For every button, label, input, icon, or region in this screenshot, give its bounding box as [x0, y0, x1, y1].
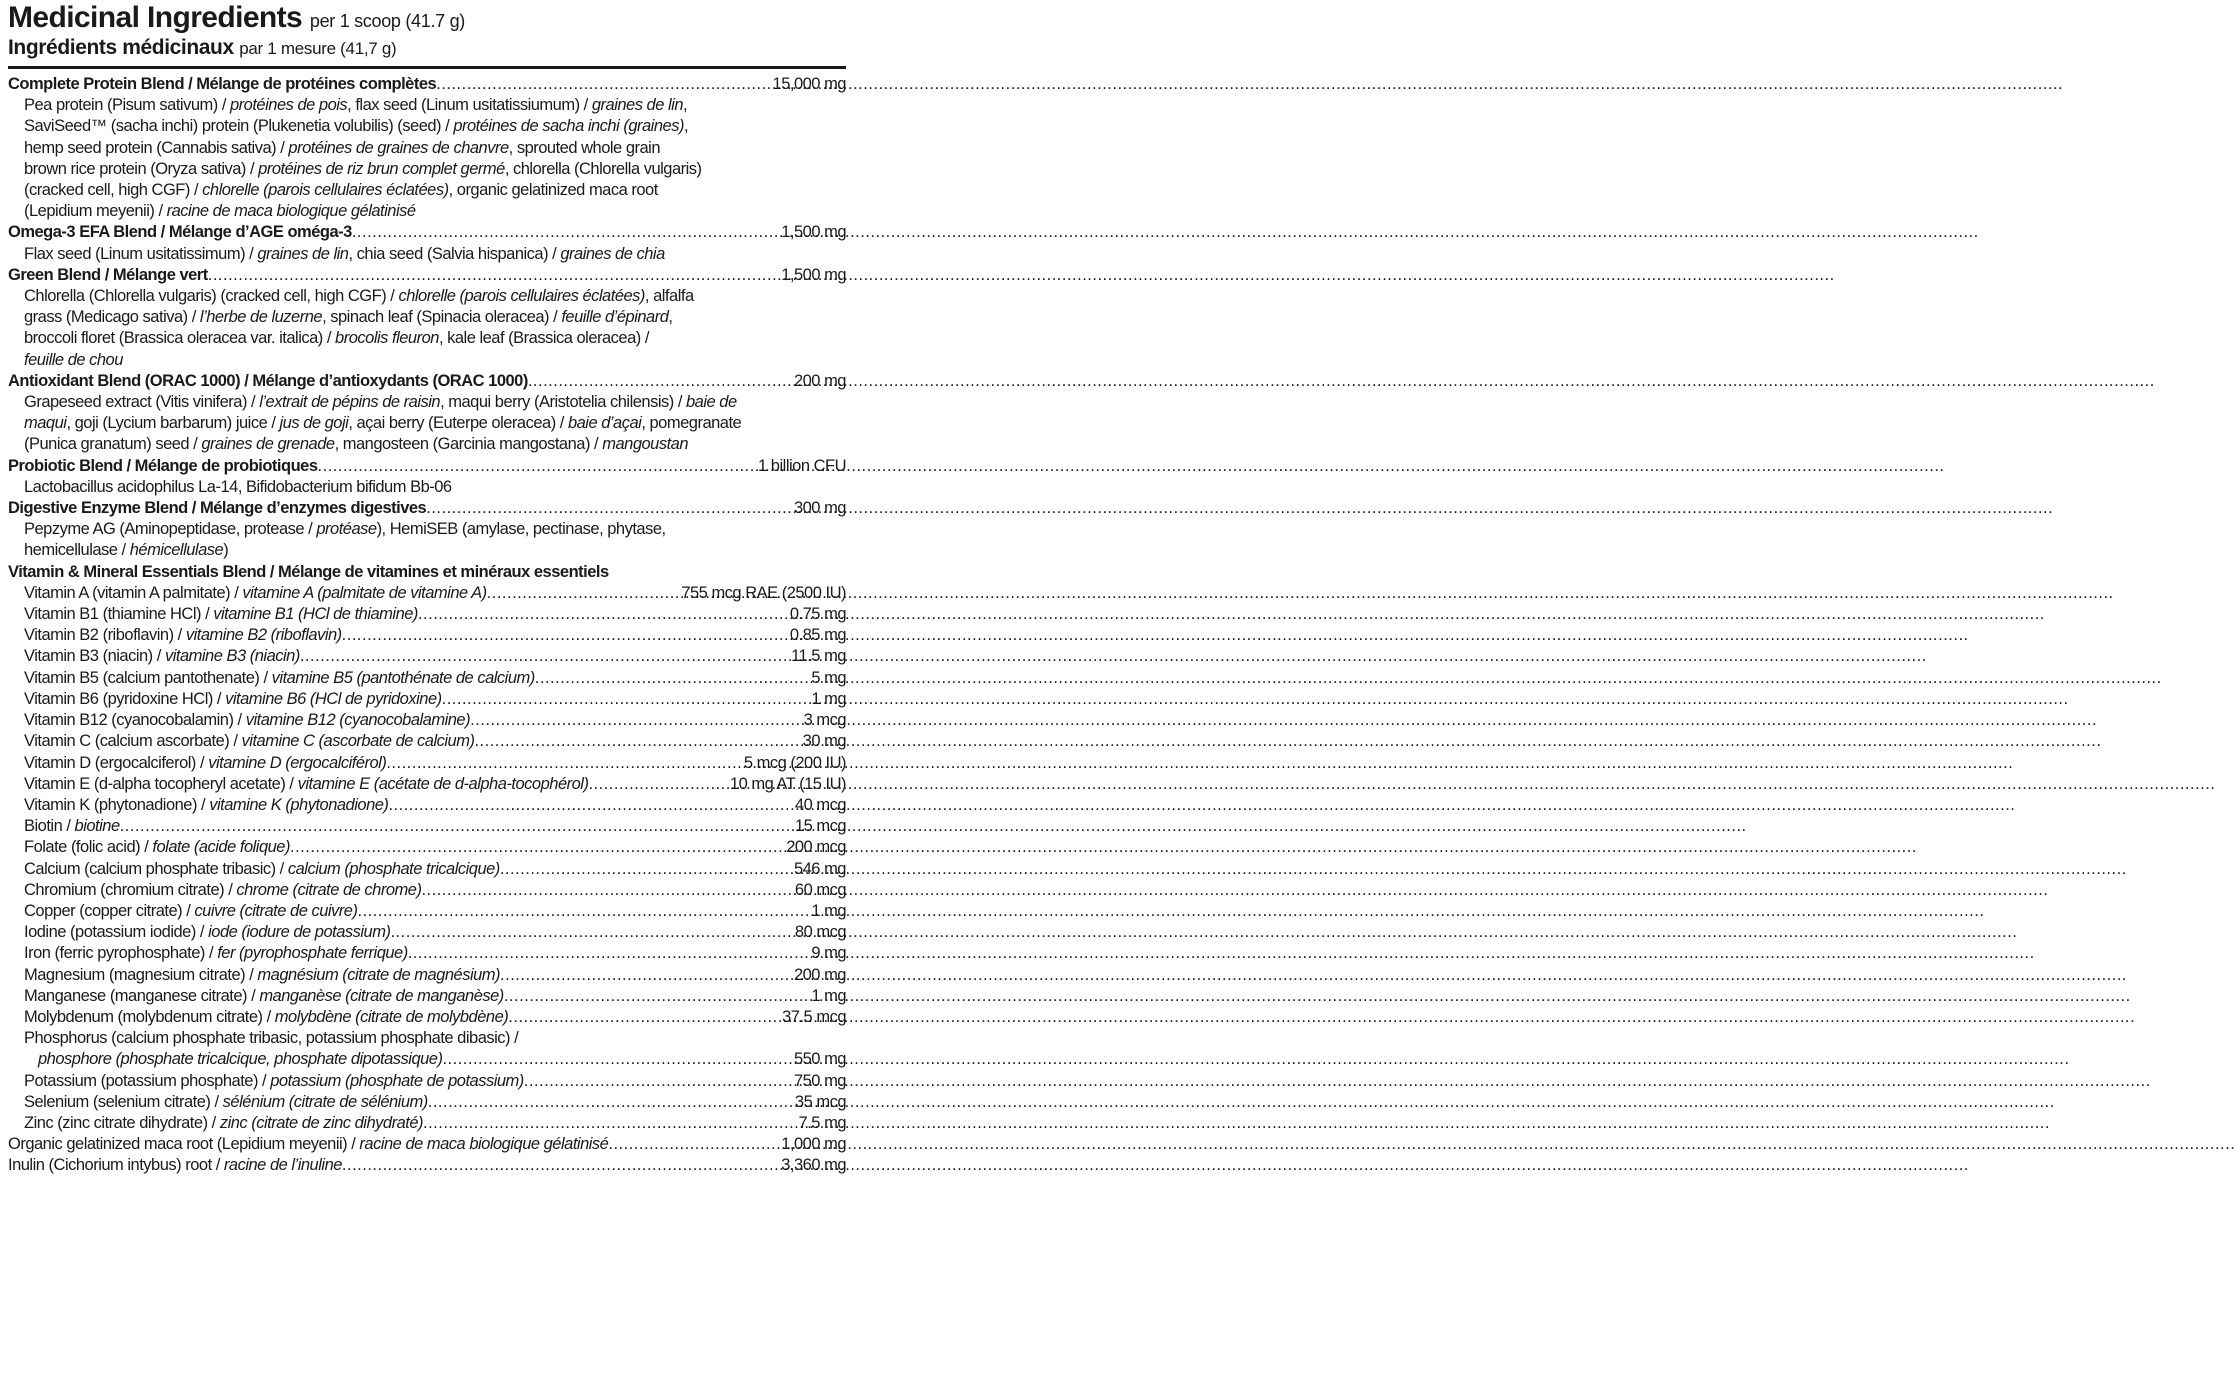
ingredient-label: [8, 1134, 608, 1155]
english-name: , mangosteen (Garcinia mangostana) /: [334, 435, 603, 454]
ingredient-en: Molybdenum (molybdenum citrate) /: [24, 1007, 275, 1026]
ingredient-amount: 5 mcg (200 IU): [743, 753, 846, 772]
vitamin-row: [8, 753, 846, 774]
ingredient-fr: manganèse (citrate de manganèse): [259, 986, 504, 1005]
final-ingredient-row: [8, 1134, 846, 1155]
blend-description-line: [8, 413, 846, 434]
vitamin-row: [8, 859, 846, 880]
blend-amount: 1,500 mg: [781, 265, 846, 284]
vitamin-row: [8, 604, 846, 625]
leader-dots: [357, 901, 809, 922]
blend-amount: 15,000 mg: [772, 75, 846, 93]
vitamin-row: [8, 795, 846, 816]
ingredient-en: Zinc (zinc citrate dihydrate) /: [24, 1113, 220, 1132]
leader-dots: [442, 1049, 791, 1070]
blend-heading: [8, 74, 846, 95]
ingredient-en: Vitamin B5 (calcium pantothenate) /: [24, 668, 272, 687]
english-name: , maqui berry (Aristotelia chilensis) /: [440, 393, 686, 412]
ingredient-fr: vitamine B5 (pantothénate de calcium): [271, 668, 535, 687]
vitamin-row: [8, 986, 846, 1007]
blend-description-line: [8, 392, 846, 413]
vitamin-row: [8, 922, 846, 943]
vitamin-row: [8, 1092, 846, 1113]
serving-fr: par 1 mesure (41,7 g): [239, 39, 397, 58]
blend-description-line: [8, 307, 846, 328]
ingredient-en: Vitamin A (vitamin A palmitate) /: [24, 583, 243, 602]
ingredient-fr: fer (pyrophosphate ferrique): [217, 944, 408, 963]
vitamin-mineral-section: [8, 562, 846, 1134]
french-name: baie de: [686, 393, 737, 412]
french-name: feuille d’épinard: [561, 308, 669, 327]
leader-dots: [504, 986, 810, 1007]
english-name: , açai berry (Euterpe oleracea) /: [348, 414, 568, 433]
vitamin-row: [8, 880, 846, 901]
vitamin-row: [8, 1071, 846, 1092]
ingredient-amount: 1 mg: [811, 986, 846, 1005]
blend-amount: 1,500 mg: [781, 223, 846, 242]
ingredient-fr: racine de maca biologique gélatinisé: [359, 1135, 609, 1154]
ingredient-label: [24, 583, 487, 604]
ingredient-en: Vitamin D (ergocalciferol) /: [24, 753, 209, 772]
ingredient-label: [24, 646, 300, 667]
english-name: broccoli floret (Brassica oleracea var. italica) /: [24, 329, 336, 348]
ingredient-amount: 80 mcg: [794, 923, 846, 942]
blend-list: [8, 74, 846, 562]
ingredient-label: [24, 901, 357, 922]
ingredient-label: [24, 1071, 524, 1092]
leader-dots: [342, 1155, 779, 1176]
ingredient-label: [24, 922, 390, 943]
blend-description-line: [8, 434, 846, 455]
leader-dots: [442, 689, 810, 710]
blend-description-line: [8, 328, 846, 349]
french-name: chlorelle (parois cellulaires éclatées): [202, 181, 449, 200]
leader-dots: [290, 837, 784, 858]
ingredient-fr: vitamine B3 (niacin): [164, 647, 300, 666]
ingredient-fr: folate (acide folique): [152, 838, 290, 857]
ingredient-fr: vitamine A (palmitate de vitamine A): [242, 583, 487, 602]
blend-amount: 300 mg: [793, 499, 846, 518]
blend-name: Digestive Enzyme Blend / Mélange d’enzymes digestives: [8, 499, 427, 518]
ingredient-amount: 5 mg: [811, 668, 846, 687]
ingredient-en: Iodine (potassium iodide) /: [24, 923, 209, 942]
ingredient-label: [24, 1113, 423, 1134]
blend-heading: [8, 456, 846, 477]
ingredient-amount: 10 mg AT (15 IU): [729, 774, 846, 793]
english-name: grass (Medicago sativa) /: [24, 308, 200, 327]
leader-dots: [342, 625, 788, 646]
ingredient-amount: 750 mg: [793, 1071, 846, 1090]
ingredient-fr: magnésium (citrate de magnésium): [257, 965, 501, 984]
ingredient-fr: vitamine B6 (HCl de pyridoxine): [225, 689, 442, 708]
leader-dots: [608, 1134, 779, 1155]
french-name: protéines de sacha inchi (graines): [453, 117, 684, 136]
leader-dots: [535, 668, 810, 689]
ingredient-fr: vitamine K (phytonadione): [209, 795, 389, 814]
vitamin-row: [8, 816, 846, 837]
blend-description-line: [8, 159, 846, 180]
blend-description-line: [8, 244, 846, 265]
french-name: protéines de pois: [230, 96, 348, 115]
blend-description-line: [8, 201, 846, 222]
vitamin-item-list-continued: [8, 1071, 846, 1135]
ingredient-amount: 546 mg: [793, 859, 846, 878]
ingredients-label: [0, 0, 854, 1382]
ingredient-label: [24, 816, 120, 837]
ingredient-en: Iron (ferric pyrophosphate) /: [24, 944, 218, 963]
ingredient-amount: 1 mg: [811, 689, 846, 708]
ingredient-amount: 60 mcg: [794, 880, 846, 899]
french-name: graines de lin: [257, 244, 349, 263]
final-ingredients: [8, 1134, 846, 1176]
leader-dots: [474, 731, 800, 752]
ingredient-amount: 200 mg: [793, 965, 846, 984]
ingredient-en: Copper (copper citrate) /: [24, 901, 195, 920]
ingredient-en: Vitamin C (calcium ascorbate) /: [24, 732, 242, 751]
ingredient-fr: vitamine C (ascorbate de calcium): [241, 732, 475, 751]
ingredient-fr: vitamine B1 (HCl de thiamine): [213, 605, 418, 624]
english-name: brown rice protein (Oryza sativa) /: [24, 159, 259, 178]
ingredient-label: [24, 943, 408, 964]
ingredient-en: Potassium (potassium phosphate) /: [24, 1071, 271, 1090]
english-name: (Punica granatum) seed /: [24, 435, 202, 454]
ingredient-amount: 1,000 mg: [781, 1135, 846, 1154]
ingredient-fr: vitamine B12 (cyanocobalamine): [245, 711, 471, 730]
ingredient-en: Vitamin B12 (cyanocobalamin) /: [24, 711, 246, 730]
phosphorus-fr: phosphore (phosphate tricalcique, phosphate dipotassique): [38, 1050, 443, 1069]
leader-dots: [120, 816, 793, 837]
english-name: , kale leaf (Brassica oleracea) /: [438, 329, 649, 348]
leader-dots: [428, 1092, 793, 1113]
final-ingredient-row: [8, 1155, 846, 1176]
title-fr: Ingrédients médicinaux: [8, 36, 234, 59]
ingredient-amount: 35 mcg: [794, 1092, 846, 1111]
ingredient-en: Calcium (calcium phosphate tribasic) /: [24, 859, 288, 878]
ingredient-fr: vitamine B2 (riboflavin): [185, 626, 342, 645]
blend-heading: [8, 498, 846, 519]
english-name: ,: [683, 117, 689, 136]
french-name: protéines de graines de chanvre: [288, 138, 509, 157]
french-name: protéines de riz brun complet germé: [258, 159, 505, 178]
ingredient-amount: 7.5 mg: [798, 1113, 846, 1132]
ingredient-en: Inulin (Cichorium intybus) root /: [8, 1156, 224, 1175]
vitamin-row: [8, 1113, 846, 1134]
blend-description-line: [8, 138, 846, 159]
blend-name: Complete Protein Blend / Mélange de protéines complètes: [8, 75, 437, 93]
english-name: (Lepidium meyenii) /: [24, 202, 167, 221]
english-name: ,: [683, 96, 688, 115]
blend-name: Omega-3 EFA Blend / Mélange d’AGE oméga-3: [8, 223, 352, 242]
french-name: l’extrait de pépins de raisin: [259, 393, 441, 412]
leader-dots: [426, 498, 792, 519]
english-name: SaviSeed™ (sacha inchi) protein (Plukenetia volubilis) (seed) /: [24, 117, 454, 136]
vitamin-row: [8, 689, 846, 710]
blend-description-line: [8, 180, 846, 201]
vitamin-row: [8, 901, 846, 922]
ingredient-amount: 30 mg: [802, 732, 846, 751]
ingredient-amount: 0.75 mg: [789, 605, 846, 624]
french-name: graines de chia: [560, 244, 665, 263]
ingredient-amount: 11.5 mg: [791, 647, 846, 666]
leader-dots: [508, 1007, 780, 1028]
ingredient-amount: 37.5 mcg: [782, 1007, 846, 1026]
french-name: feuille de chou: [24, 350, 123, 369]
ingredient-amount: 0.85 mg: [789, 626, 846, 645]
blend-amount: 200 mg: [793, 371, 846, 390]
ingredient-amount: 9 mg: [811, 944, 846, 963]
vitamin-row: [8, 965, 846, 986]
french-name: racine de maca biologique gélatinisé: [166, 202, 416, 221]
leader-dots: [208, 265, 779, 286]
english-name: , flax seed (Linum usitatissiumum) /: [347, 96, 592, 115]
vitamin-row: [8, 774, 846, 795]
ingredient-en: Vitamin B6 (pyridoxine HCl) /: [24, 689, 226, 708]
ingredient-label: [24, 859, 500, 880]
phosphorus-line-1: Phosphorus (calcium phosphate tribasic, potassium phosphate dibasic) /: [24, 1029, 519, 1048]
leader-dots: [390, 922, 792, 943]
ingredient-en: Organic gelatinized maca root (Lepidium meyenii) /: [8, 1135, 360, 1154]
blend-name: Green Blend / Mélange vert: [8, 265, 208, 284]
ingredient-fr: molybdène (citrate de molybdène): [274, 1007, 509, 1026]
english-name: Pepzyme AG (Aminopeptidase, protease /: [24, 520, 317, 539]
ingredient-amount: 40 mcg: [794, 795, 846, 814]
english-name: ,: [668, 308, 673, 327]
ingredient-fr: vitamine E (acétate de d-alpha-tocophérol): [297, 774, 589, 793]
blend-description-line: [8, 540, 846, 561]
blend-description-line: [8, 95, 846, 116]
blend-heading: [8, 222, 846, 243]
french-name: l’herbe de luzerne: [199, 308, 323, 327]
vitamin-row: [8, 943, 846, 964]
ingredient-label: [24, 731, 474, 752]
ingredient-label: [24, 604, 418, 625]
vitamin-row: [8, 731, 846, 752]
french-name: brocolis fleuron: [335, 329, 439, 348]
ingredient-label: [24, 837, 290, 858]
blend-description-line: [8, 116, 846, 137]
english-name: Pea protein (Pisum sativum) /: [24, 96, 230, 115]
vitamin-row: [8, 625, 846, 646]
french-name: maqui: [24, 414, 67, 433]
blend-name: Probiotic Blend / Mélange de probiotiques: [8, 456, 318, 475]
ingredient-label: [8, 1155, 342, 1176]
phosphorus-amount: 550 mg: [793, 1050, 846, 1069]
french-name: baie d’açai: [567, 414, 642, 433]
ingredient-label: [24, 986, 504, 1007]
english-name: Lactobacillus acidophilus La-14, Bifidobacterium bifidum Bb-06: [24, 477, 452, 496]
leader-dots: [318, 456, 757, 477]
ingredient-en: Vitamin E (d-alpha tocopheryl acetate) /: [24, 774, 298, 793]
leader-dots: [388, 795, 792, 816]
ingredient-fr: biotine: [74, 817, 120, 836]
ingredient-label: [24, 668, 535, 689]
english-name: ), HemiSEB (amylase, pectinase, phytase,: [376, 520, 666, 539]
leader-dots: [352, 222, 779, 243]
ingredient-fr: cuivre (citrate de cuivre): [194, 901, 358, 920]
english-name: Flax seed (Linum usitatissimum) /: [24, 244, 258, 263]
ingredient-fr: calcium (phosphate tricalcique): [287, 859, 500, 878]
ingredient-en: Selenium (selenium citrate) /: [24, 1092, 223, 1111]
english-name: Chlorella (Chlorella vulgaris) (cracked cell, high CGF) /: [24, 287, 399, 306]
french-name: graines de lin: [591, 96, 683, 115]
blend-description-line: [8, 477, 846, 498]
english-name: (cracked cell, high CGF) /: [24, 181, 203, 200]
vitamin-item-list: [8, 583, 846, 1028]
english-name: , sprouted whole grain: [508, 138, 661, 157]
ingredient-amount: 3 mcg: [803, 711, 846, 730]
ingredient-label: [24, 625, 342, 646]
vitamin-section-heading: Vitamin & Mineral Essentials Blend / Mélange de vitamines et minéraux essentiels: [8, 562, 609, 581]
vitamin-row: [8, 1007, 846, 1028]
ingredient-label: [24, 880, 421, 901]
leader-dots: [386, 753, 742, 774]
blend-description-line: [8, 350, 846, 371]
vitamin-row: [8, 710, 846, 731]
french-name: protéase: [316, 520, 377, 539]
leader-dots: [421, 880, 792, 901]
serving-en: per 1 scoop (41.7 g): [309, 11, 465, 31]
ingredient-fr: sélénium (citrate de sélénium): [222, 1092, 428, 1111]
ingredient-amount: 1 mg: [811, 901, 846, 920]
vitamin-row: [8, 837, 846, 858]
ingredient-fr: chrome (citrate de chrome): [236, 880, 422, 899]
ingredient-fr: potassium (phosphate de potassium): [270, 1071, 524, 1090]
leader-dots: [470, 710, 801, 731]
leader-dots: [500, 859, 792, 880]
phosphorus-line-2: [8, 1049, 846, 1070]
ingredient-fr: zinc (citrate de zinc dihydraté): [219, 1113, 424, 1132]
english-name: , chia seed (Salvia hispanica) /: [348, 244, 561, 263]
ingredient-fr: vitamine D (ergocalciférol): [208, 753, 387, 772]
ingredient-label: [24, 774, 588, 795]
vitamin-row: [8, 583, 846, 604]
french-name: hémicellulase: [129, 541, 224, 560]
ingredient-label: [24, 965, 500, 986]
ingredient-en: Vitamin B3 (niacin) /: [24, 647, 165, 666]
ingredient-en: Vitamin B1 (thiamine HCl) /: [24, 605, 214, 624]
french-name: mangoustan: [602, 435, 689, 454]
english-name: , alfalfa: [644, 287, 694, 306]
blend-heading: [8, 371, 846, 392]
english-name: , spinach leaf (Spinacia oleracea) /: [322, 308, 562, 327]
leader-dots: [487, 583, 680, 604]
english-name: hemp seed protein (Cannabis sativa) /: [24, 138, 289, 157]
english-name: hemicellulase /: [24, 541, 130, 560]
header-divider: [8, 66, 846, 69]
ingredient-label: [24, 1092, 428, 1113]
ingredient-en: Manganese (manganese citrate) /: [24, 986, 260, 1005]
ingredient-amount: 3,360 mg: [781, 1156, 846, 1175]
english-name: ): [223, 541, 229, 560]
french-name: jus de goji: [279, 414, 349, 433]
vitamin-row: [8, 668, 846, 689]
ingredient-amount: 755 mcg RAE (2500 IU): [681, 583, 846, 602]
leader-dots: [300, 646, 789, 667]
ingredient-en: Biotin /: [24, 817, 75, 836]
blend-heading: [8, 265, 846, 286]
ingredient-en: Vitamin K (phytonadione) /: [24, 795, 210, 814]
english-name: Grapeseed extract (Vitis vinifera) /: [24, 393, 260, 412]
title-en-row: [8, 2, 846, 37]
ingredient-en: Chromium (chromium citrate) /: [24, 880, 237, 899]
ingredient-amount: 15 mcg: [794, 817, 846, 836]
title-en: Medicinal Ingredients: [8, 1, 303, 34]
ingredient-amount: 200 mcg: [786, 838, 846, 857]
leader-dots: [528, 371, 792, 392]
leader-dots: [423, 1113, 797, 1134]
title-fr-row: [8, 37, 846, 60]
ingredient-fr: iode (iodure de potassium): [208, 923, 391, 942]
ingredient-label: [24, 1007, 508, 1028]
blend-description-line: [8, 286, 846, 307]
french-name: graines de grenade: [201, 435, 335, 454]
english-name: , pomegranate: [641, 414, 742, 433]
english-name: , chlorella (Chlorella vulgaris): [504, 159, 702, 178]
english-name: , goji (Lycium barbarum) juice /: [66, 414, 280, 433]
ingredient-label: [24, 710, 470, 731]
leader-dots: [524, 1071, 792, 1092]
ingredient-label: [24, 753, 386, 774]
blend-description-line: [8, 519, 846, 540]
french-name: chlorelle (parois cellulaires éclatées): [398, 287, 645, 306]
blend-amount: 1 billion CFU: [758, 456, 846, 475]
ingredient-en: Folate (folic acid) /: [24, 838, 153, 857]
vitamin-row: [8, 646, 846, 667]
ingredient-label: [24, 689, 442, 710]
ingredient-fr: racine de l’inuline: [223, 1156, 342, 1175]
blend-name: Antioxidant Blend (ORAC 1000) / Mélange d’antioxydants (ORAC 1000): [8, 371, 528, 390]
ingredient-en: Magnesium (magnesium citrate) /: [24, 965, 258, 984]
ingredient-label: [24, 795, 388, 816]
leader-dots: [588, 774, 727, 795]
leader-dots: [408, 943, 810, 964]
english-name: , organic gelatinized maca root: [448, 181, 658, 200]
ingredient-en: Vitamin B2 (riboflavin) /: [24, 626, 186, 645]
leader-dots: [418, 604, 788, 625]
leader-dots: [500, 965, 792, 986]
leader-dots: [436, 74, 770, 95]
